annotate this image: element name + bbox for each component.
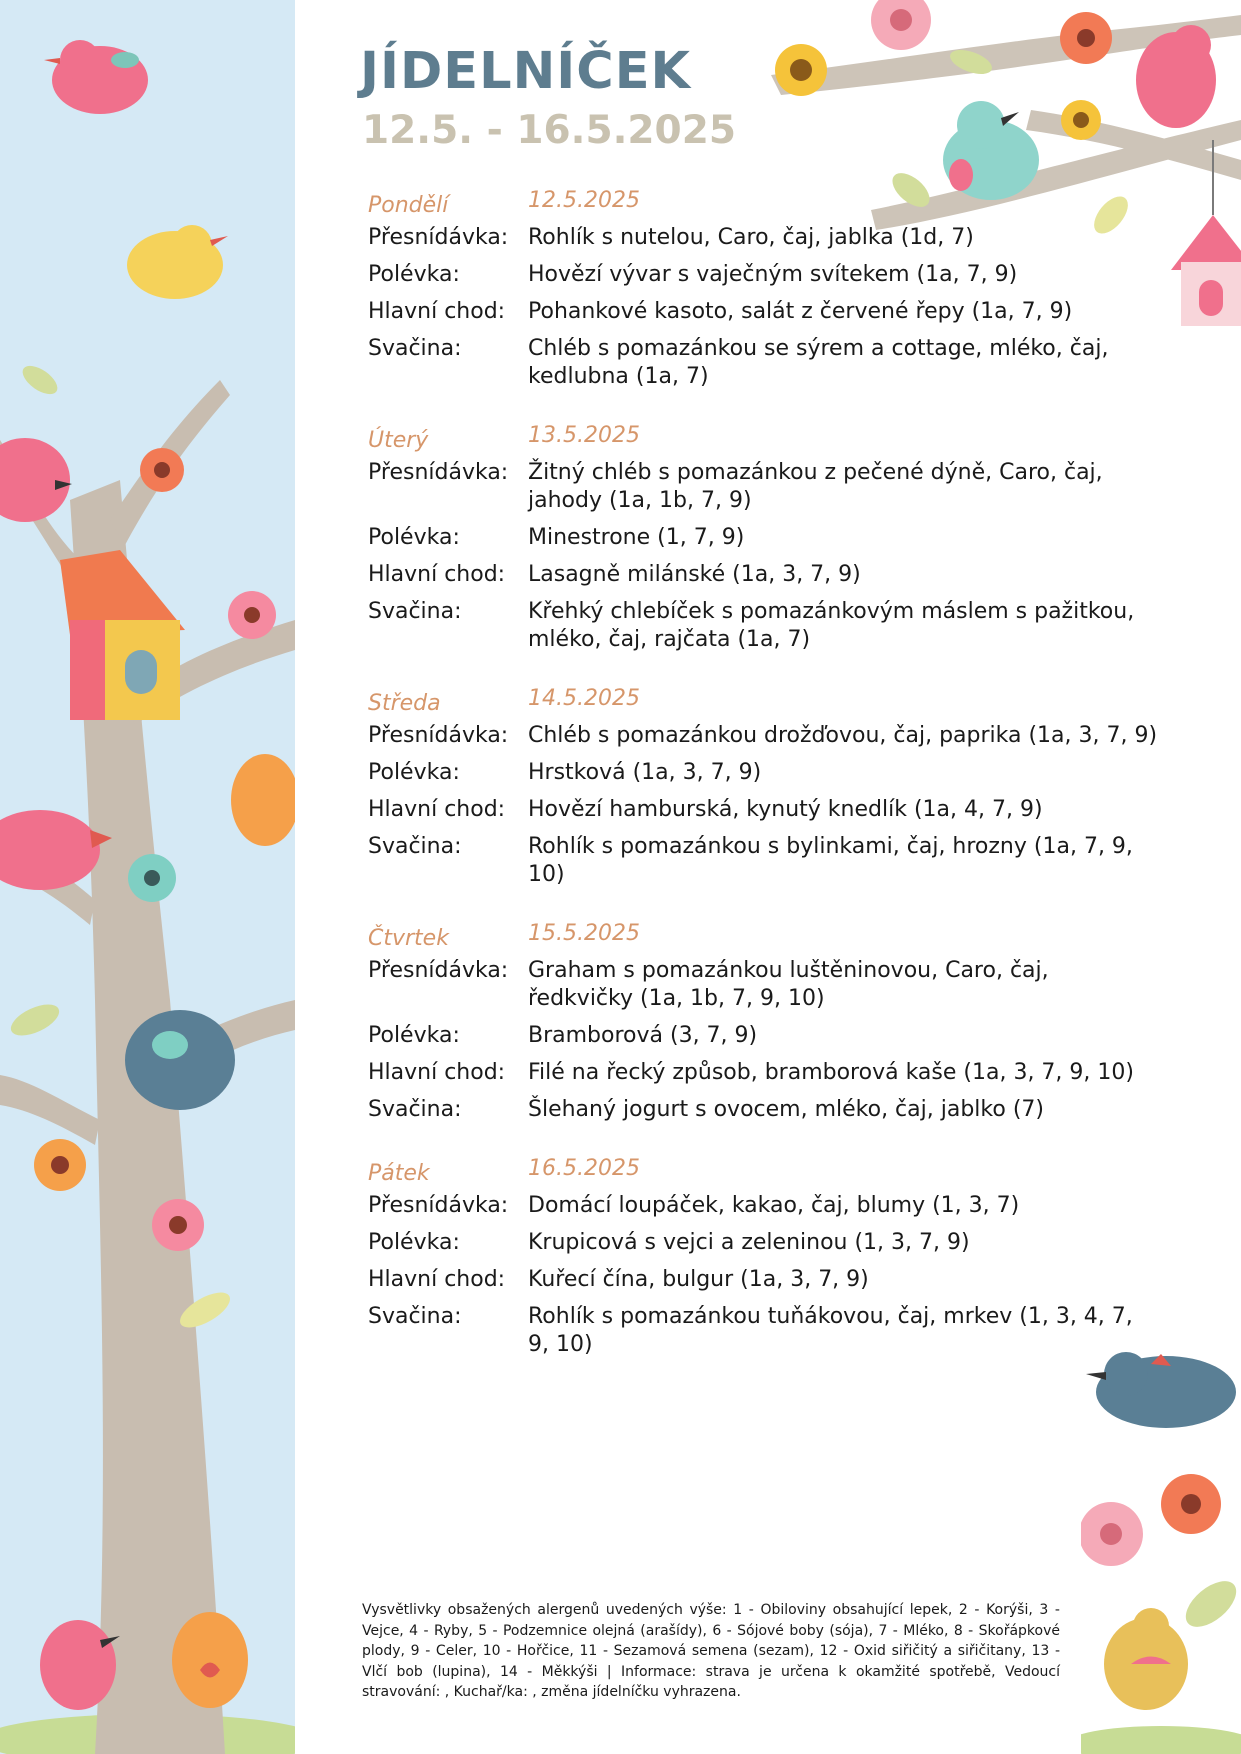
- bird-orange: [172, 1612, 248, 1708]
- meal-row-soup: [368, 524, 1158, 552]
- meal-label: Polévka:: [368, 525, 460, 550]
- day-date: 16.5.2025: [528, 1156, 640, 1181]
- meal-row-snack: [368, 335, 1158, 391]
- bird-pink: [44, 40, 148, 114]
- meal-row-breakfast: [368, 224, 1158, 252]
- meal-row-snack: [368, 833, 1158, 889]
- birdhouse-door: [125, 650, 157, 694]
- meal-label: Polévka:: [368, 262, 460, 287]
- meal-label: Hlavní chod:: [368, 1060, 506, 1085]
- menu-list: [368, 188, 1158, 1391]
- leaf-decoration: [18, 360, 62, 399]
- flower-decoration: [128, 854, 176, 902]
- meal-label: Svačina:: [368, 834, 462, 859]
- meal-row-soup: [368, 759, 1158, 787]
- meal-text: Chléb s pomazánkou drožďovou, čaj, paprika (1a, 3, 7, 9): [528, 723, 1158, 748]
- meal-label: Svačina:: [368, 1097, 462, 1122]
- meal-text: Minestrone (1, 7, 9): [528, 525, 745, 550]
- day-name: Středa: [368, 691, 441, 716]
- meal-text: Rohlík s pomazánkou tuňákovou, čaj, mrkev (1, 3, 4, 7, 9, 10): [528, 1304, 1133, 1357]
- meal-text: Krupicová s vejci a zeleninou (1, 3, 7, 9): [528, 1230, 970, 1255]
- day-name: Pondělí: [368, 193, 449, 218]
- day-header: [368, 921, 1158, 951]
- leaf-decoration: [6, 998, 63, 1042]
- flower-decoration: [34, 1139, 86, 1191]
- meal-text: Graham s pomazánkou luštěninovou, Caro, čaj, ředkvičky (1a, 1b, 7, 9, 10): [528, 958, 1049, 1011]
- meal-row-breakfast: [368, 722, 1158, 750]
- meal-label: Hlavní chod:: [368, 797, 506, 822]
- meal-label: Přesnídávka:: [368, 1193, 509, 1218]
- meal-label: Svačina:: [368, 336, 462, 361]
- meal-row-main: [368, 1266, 1158, 1294]
- meal-label: Svačina:: [368, 599, 462, 624]
- flower-decoration: [152, 1199, 204, 1251]
- flower-decoration: [871, 0, 931, 50]
- meal-label: Hlavní chod:: [368, 562, 506, 587]
- flower-decoration: [1061, 100, 1101, 140]
- day-tuesday: [368, 423, 1158, 654]
- birdhouse-side: [70, 620, 105, 720]
- meal-row-main: [368, 796, 1158, 824]
- meal-text: Bramborová (3, 7, 9): [528, 1023, 758, 1048]
- meal-label: Polévka:: [368, 760, 460, 785]
- day-monday: [368, 188, 1158, 391]
- date-range: 12.5. - 16.5.2025: [362, 108, 736, 153]
- tree-illustration: [0, 0, 295, 1754]
- meal-text: Rohlík s nutelou, Caro, čaj, jablka (1d, 7): [528, 225, 974, 250]
- meal-label: Přesnídávka:: [368, 958, 509, 983]
- flower-decoration: [1161, 1474, 1221, 1534]
- meal-label: Svačina:: [368, 1304, 462, 1329]
- page-title: JÍDELNÍČEK: [360, 42, 692, 101]
- day-name: Úterý: [368, 428, 429, 453]
- meal-row-soup: [368, 1022, 1158, 1050]
- leaf-decoration: [1178, 1572, 1241, 1635]
- flower-decoration: [140, 448, 184, 492]
- day-thursday: [368, 921, 1158, 1124]
- meal-label: Polévka:: [368, 1230, 460, 1255]
- ground-grass: [1081, 1726, 1241, 1754]
- meal-row-main: [368, 1059, 1158, 1087]
- meal-text: Hrstková (1a, 3, 7, 9): [528, 760, 762, 785]
- meal-label: Přesnídávka:: [368, 225, 509, 250]
- flower-decoration: [1081, 1502, 1143, 1566]
- day-name: Čtvrtek: [368, 926, 449, 951]
- meal-row-main: [368, 298, 1158, 326]
- meal-label: Hlavní chod:: [368, 299, 506, 324]
- meal-text: Domácí loupáček, kakao, čaj, blumy (1, 3, 7): [528, 1193, 1020, 1218]
- meal-text: Kuřecí čína, bulgur (1a, 3, 7, 9): [528, 1267, 869, 1292]
- day-wednesday: [368, 686, 1158, 889]
- bird-teal: [943, 101, 1039, 200]
- day-date: 13.5.2025: [528, 423, 640, 448]
- meal-row-soup: [368, 261, 1158, 289]
- bird-blue: [125, 1010, 235, 1110]
- meal-text: Žitný chléb s pomazánkou z pečené dýně, Caro, čaj, jahody (1a, 1b, 7, 9): [528, 460, 1103, 513]
- allergen-legend: Vysvětlivky obsažených alergenů uvedených výše: 1 - Obiloviny obsahující lepek, 2 - Korýši, 3 - Vejce, 4 - Ryby, 5 - Podzemnice olejná (arašídy), 6 - Sójové boby (sója), 7 - Mléko, 8 - Skořápkové plody, 9 - Celer, 10 - Hořčice, 11 - Sezamová semena (sezam), 12 - Oxid siřičitý a siřičitany, 13 - Vlčí bob (lupina), 14 - Měkkýši | Informace: strava je určena k okamžité spotřebě, Vedoucí stravování: , Kuchař/ka: , změna jídelníčku vyhrazena.: [362, 1602, 1060, 1700]
- meal-text: Lasagně milánské (1a, 3, 7, 9): [528, 562, 861, 587]
- meal-row-snack: [368, 1303, 1158, 1359]
- bird-yellow: [1104, 1608, 1188, 1710]
- meal-row-snack: [368, 1096, 1158, 1124]
- meal-row-snack: [368, 598, 1158, 654]
- meal-text: Rohlík s pomazánkou s bylinkami, čaj, hrozny (1a, 7, 9, 10): [528, 834, 1133, 887]
- day-date: 12.5.2025: [528, 188, 640, 213]
- day-friday: [368, 1156, 1158, 1359]
- meal-text: Pohankové kasoto, salát z červené řepy (1a, 7, 9): [528, 299, 1073, 324]
- flower-decoration: [1060, 12, 1112, 64]
- meal-text: Filé na řecký způsob, bramborová kaše (1a, 3, 7, 9, 10): [528, 1060, 1134, 1085]
- bird-yellow: [127, 225, 228, 299]
- meal-text: Křehký chlebíček s pomazánkovým máslem s pažitkou, mléko, čaj, rajčata (1a, 7): [528, 599, 1135, 652]
- meal-row-soup: [368, 1229, 1158, 1257]
- day-date: 14.5.2025: [528, 686, 640, 711]
- meal-text: Hovězí vývar s vaječným svítekem (1a, 7, 9): [528, 262, 1018, 287]
- day-header: [368, 188, 1158, 218]
- meal-label: Přesnídávka:: [368, 460, 509, 485]
- meal-row-breakfast: [368, 1192, 1158, 1220]
- meal-label: Hlavní chod:: [368, 1267, 506, 1292]
- meal-label: Polévka:: [368, 1023, 460, 1048]
- meal-row-breakfast: [368, 459, 1158, 515]
- flower-decoration: [228, 591, 276, 639]
- flower-decoration: [775, 44, 827, 96]
- meal-label: Přesnídávka:: [368, 723, 509, 748]
- bird-orange: [231, 754, 295, 846]
- day-date: 15.5.2025: [528, 921, 640, 946]
- day-header: [368, 1156, 1158, 1186]
- meal-row-breakfast: [368, 957, 1158, 1013]
- day-header: [368, 686, 1158, 716]
- bird-pink: [0, 438, 72, 522]
- meal-row-main: [368, 561, 1158, 589]
- day-name: Pátek: [368, 1161, 430, 1186]
- day-header: [368, 423, 1158, 453]
- tree-branch: [0, 1075, 100, 1145]
- meal-text: Šlehaný jogurt s ovocem, mléko, čaj, jablko (7): [528, 1097, 1044, 1122]
- meal-text: Chléb s pomazánkou se sýrem a cottage, mléko, čaj, kedlubna (1a, 7): [528, 336, 1109, 389]
- meal-text: Hovězí hamburská, kynutý knedlík (1a, 4, 7, 9): [528, 797, 1043, 822]
